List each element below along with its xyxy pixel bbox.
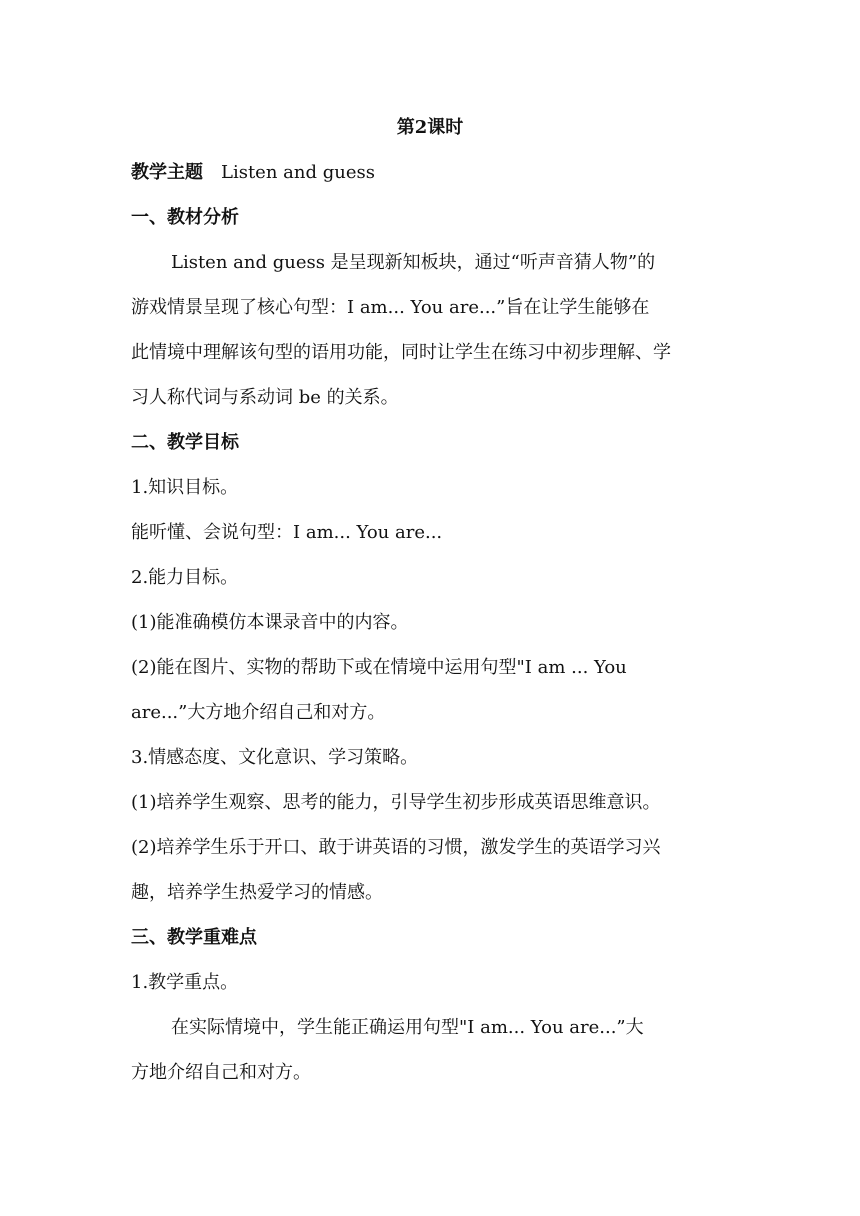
sec2-line-4: (1)能准确模仿本课录音中的内容。 — [131, 612, 409, 633]
section-heading-2: 二、教学目标 — [131, 432, 239, 453]
sec3-line-1: 1.教学重点。 — [131, 972, 239, 993]
sec3-line-3: 方地介绍自己和对方。 — [131, 1062, 311, 1083]
section-heading-3: 三、教学重难点 — [131, 927, 257, 948]
sec2-line-6: are...”大方地介绍自己和对方。 — [131, 702, 386, 723]
topic-line — [131, 161, 375, 185]
section-heading-1: 一、教材分析 — [131, 207, 239, 228]
sec2-line-5: (2)能在图片、实物的帮助下或在情境中运用句型"I am ... You — [131, 657, 627, 678]
sec2-line-1: 1.知识目标。 — [131, 477, 239, 498]
sec1-para-line-3: 此情境中理解该句型的语用功能，同时让学生在练习中初步理解、学 — [131, 342, 671, 363]
topic-value: Listen and guess — [221, 162, 375, 183]
sec2-line-3: 2.能力目标。 — [131, 567, 239, 588]
sec1-para-line-2: 游戏情景呈现了核心句型：I am... You are...”旨在让学生能够在 — [131, 297, 650, 318]
sec2-line-8: (1)培养学生观察、思考的能力，引导学生初步形成英语思维意识。 — [131, 792, 661, 813]
lesson-title: 第2课时 — [396, 117, 464, 138]
sec3-line-2: 在实际情境中，学生能正确运用句型"I am... You are...”大 — [171, 1017, 644, 1038]
sec1-para-line-4: 习人称代词与系动词 be 的关系。 — [131, 387, 399, 408]
topic-label: 教学主题 — [131, 162, 203, 183]
sec2-line-9: (2)培养学生乐于开口、敢于讲英语的习惯，激发学生的英语学习兴 — [131, 837, 661, 858]
sec2-line-2: 能听懂、会说句型：I am... You are... — [131, 522, 443, 543]
sec2-line-10: 趣，培养学生热爱学习的情感。 — [131, 882, 383, 903]
sec2-line-7: 3.情感态度、文化意识、学习策略。 — [131, 747, 419, 768]
sec1-para-line-1: Listen and guess 是呈现新知板块，通过“听声音猜人物”的 — [171, 252, 656, 273]
